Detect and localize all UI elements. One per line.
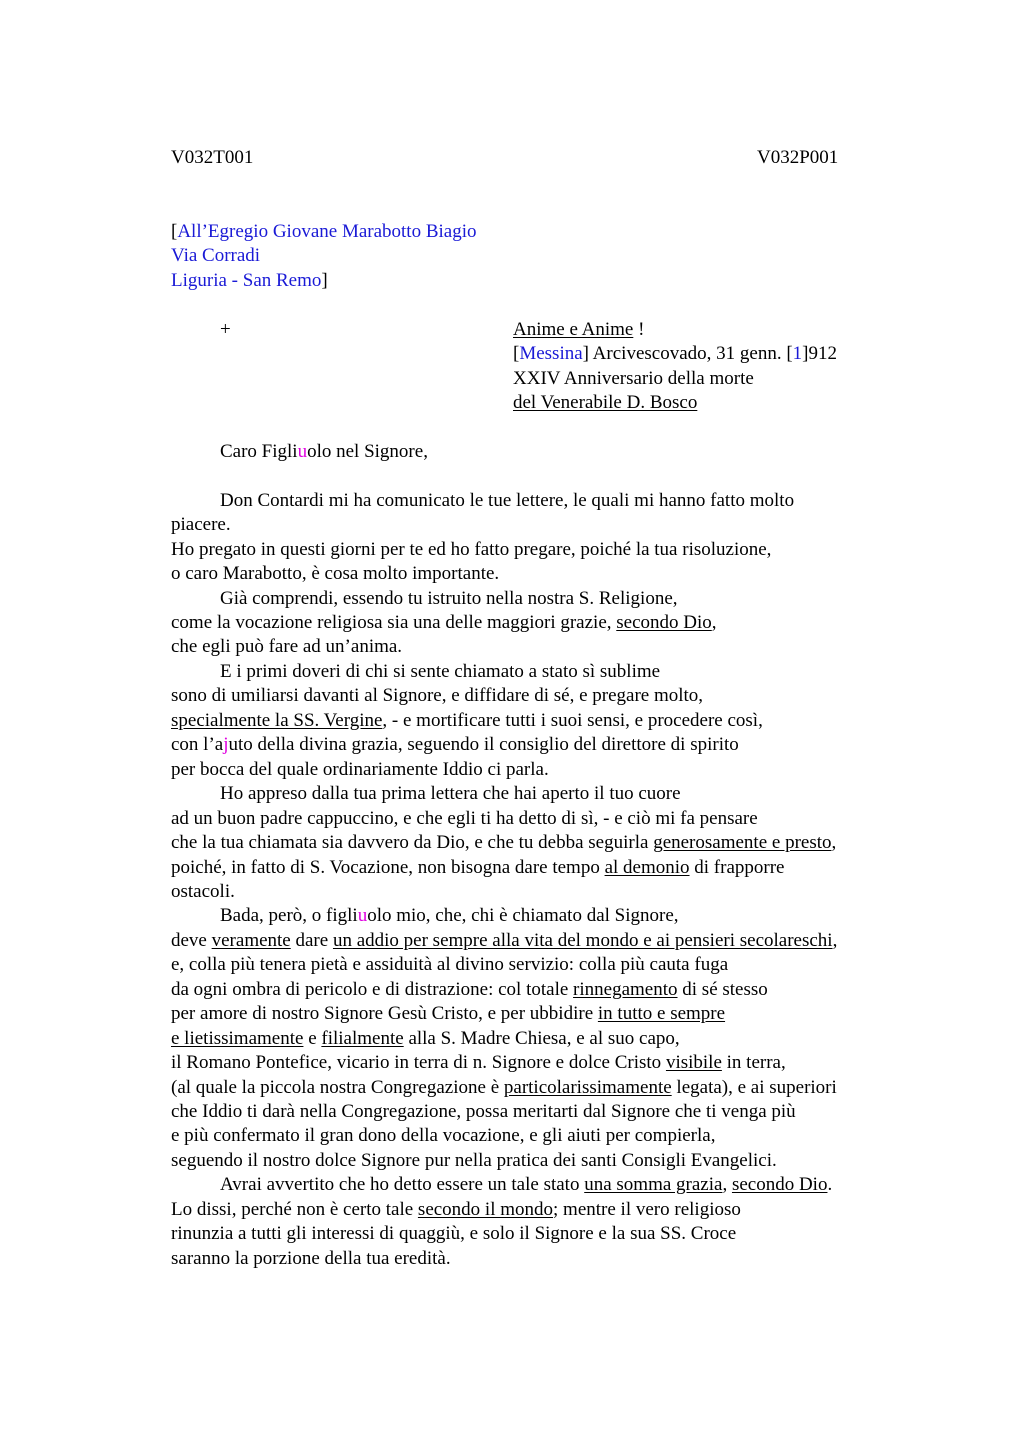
body-line: da ogni ombra di pericolo e di distrazione: col totale rinnegamento di sé stesso [171,979,768,1000]
motto: Anime e Anime ! [513,319,645,340]
body-line: specialmente la SS. Vergine, - e mortificare tutti i suoi sensi, e procedere così, [171,710,763,731]
body-line: (al quale la piccola nostra Congregazione è particolarissimamente legata), e ai superiori [171,1077,837,1098]
body-line: seguendo il nostro dolce Signore pur nella pratica dei santi Consigli Evangelici. [171,1150,777,1171]
body-line: sono di umiliarsi davanti al Signore, e diffidare di sé, e pregare molto, [171,685,704,706]
body-line: rinunzia a tutti gli interessi di quaggiù, e solo il Signore e la sua SS. Croce [171,1223,737,1244]
salutation: Caro Figliuolo nel Signore, [220,441,428,462]
address-line-1: [All’Egregio Giovane Marabotto Biagio [171,221,477,242]
body-line: saranno la porzione della tua eredità. [171,1248,451,1269]
body-line: e lietissimamente e filialmente alla S. Madre Chiesa, e al suo capo, [171,1028,680,1049]
body-line: Già comprendi, essendo tu istruito nella nostra S. Religione, [220,588,678,609]
body-line: o caro Marabotto, è cosa molto importante. [171,563,500,584]
body-line: che Iddio ti darà nella Congregazione, possa meritarti dal Signore che ti venga più [171,1101,796,1122]
venerable-line: del Venerabile D. Bosco [513,392,698,413]
body-line: Avrai avvertito che ho detto essere un tale stato una somma grazia, secondo Dio. [220,1174,833,1195]
body-line: deve veramente dare un addio per sempre alla vita del mondo e ai pensieri secolareschi, [171,930,838,951]
body-line: che egli può fare ad un’anima. [171,636,403,657]
body-line: Bada, però, o figliuolo mio, che, chi è chiamato dal Signore, [220,905,679,926]
body-line: per amore di nostro Signore Gesù Cristo, e per ubbidire in tutto e sempre [171,1003,726,1024]
anniversary-line: XXIV Anniversario della morte [513,368,754,389]
body-line: che la tua chiamata sia davvero da Dio, e che tu debba seguirla generosamente e presto, [171,832,837,853]
body-line: E i primi doveri di chi si sente chiamato a stato sì sublime [220,661,661,682]
body-line: ostacoli. [171,881,235,902]
body-line: Ho appreso dalla tua prima lettera che hai aperto il tuo cuore [220,783,681,804]
body-line: e, colla più tenera pietà e assiduità al divino servizio: colla più cauta fuga [171,954,729,975]
body-line: e più confermato il gran dono della vocazione, e gli aiuti per compierla, [171,1125,716,1146]
body-line: poiché, in fatto di S. Vocazione, non bisogna dare tempo al demonio di frapporre [171,857,785,878]
body-line: per bocca del quale ordinariamente Iddio ci parla. [171,759,549,780]
body-line: il Romano Pontefice, vicario in terra di n. Signore e dolce Cristo visibile in terra, [171,1052,786,1073]
body-line: con l’ajuto della divina grazia, seguendo il consiglio del direttore di spirito [171,734,739,755]
address-line-3: Liguria - San Remo] [171,270,328,291]
document-code-left: V032T001 [171,147,254,168]
document-code-right: V032P001 [757,147,839,168]
body-line: piacere. [171,514,231,535]
cross-symbol: + [220,319,231,340]
place-date: [Messina] Arcivescovado, 31 genn. [1]912 [513,343,837,364]
body-line: ad un buon padre cappuccino, e che egli ti ha detto di sì, - e ciò mi fa pensare [171,808,758,829]
body-line: Don Contardi mi ha comunicato le tue lettere, le quali mi hanno fatto molto [220,490,795,511]
address-line-2: Via Corradi [171,245,261,266]
body-line: come la vocazione religiosa sia una delle maggiori grazie, secondo Dio, [171,612,717,633]
body-line: Lo dissi, perché non è certo tale secondo il mondo; mentre il vero religioso [171,1199,741,1220]
body-line: Ho pregato in questi giorni per te ed ho fatto pregare, poiché la tua risoluzione, [171,539,772,560]
